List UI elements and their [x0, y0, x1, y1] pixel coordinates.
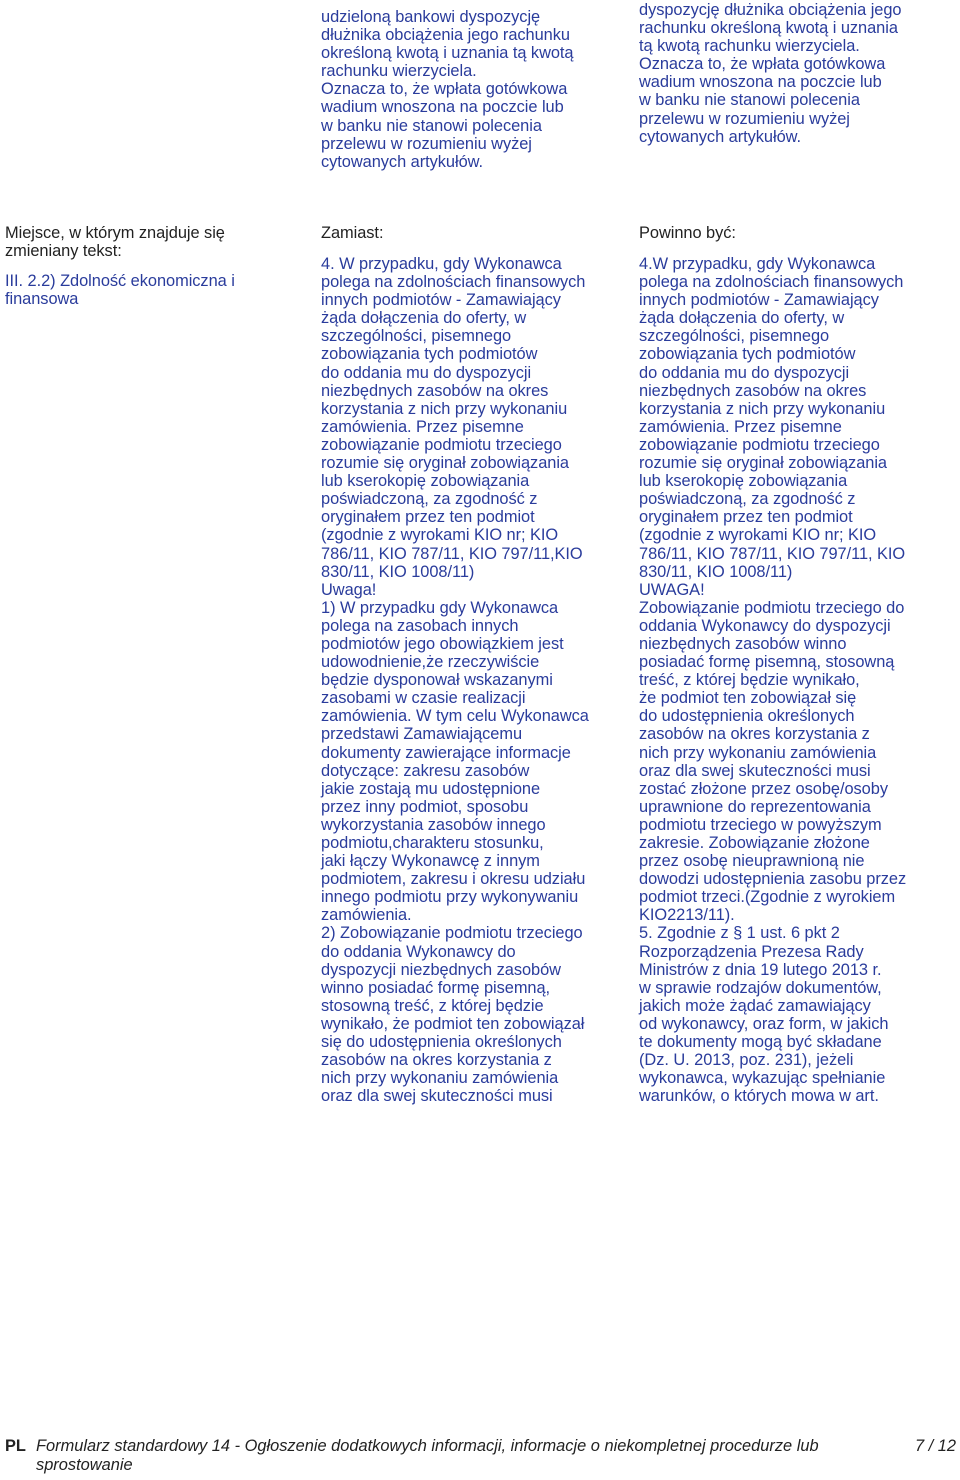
should-be-label: Powinno być: [639, 224, 736, 242]
previous-page-old-text-continuation: udzieloną bankowi dyspozycję dłużnika obciążenia jego rachunku określoną kwotą i uznania tą kwotą rachunku wierzyciela. Oznacza to, że wpłata gotówkowa wadium wnoszona na poczcie lub w banku nie stanowi polecenia przelewu w rozumieniu wyżej cytowanych artykułów. [321, 8, 574, 171]
instead-text: 4. W przypadku, gdy Wykonawca polega na zdolnościach finansowych innych podmiotów - Zamawiający żąda dołączenia do oferty, w szczególności, pisemnego zobowiązania tych podmiotów do oddania mu do dyspozycji niezbędnych zasobów na okres korzystania z nich przy wykonaniu zamówienia. Przez pisemne zobowiązanie podmiotu trzeciego rozumie się oryginał zobowiązania lub kserokopię zobowiązania poświadczoną, za zgodność z oryginałem przez ten podmiot (zgodnie z wyrokami KIO nr; KIO 786/11, KIO 787/11, KIO 797/11,KIO 830/11, KIO 1008/11) Uwaga! 1) W przypadku gdy Wykonawca polega na zasobach innych podmiotów jego obowiązkiem jest udowodnienie,że rzeczywiście będzie dysponował wskazanymi zasobami w czasie realizacji zamówienia. W tym celu Wykonawca przedstawi Zamawiającemu dokumenty zawierające informacje dotyczące: zakresu zasobów jakie zostają mu udostępnione przez inny podmiot, sposobu wykorzystania zasobów innego podmiotu,charakteru stosunku, jaki łączy Wykonawcę z innym podmiotem, zakresu i okresu udziału innego podmiotu przy wykonywaniu zamówienia. 2) Zobowiązanie podmiotu trzeciego do oddania Wykonawcy do dyspozycji niezbędnych zasobów winno posiadać formę pisemną, stosowną treść, z której będzie wynikało, że podmiot ten zobowiązał się do udostępnienia określonych zasobów na okres korzystania z nich przy wykonaniu zamówienia oraz dla swej skuteczności musi [321, 255, 589, 1106]
footer-language-code: PL [5, 1437, 26, 1455]
instead-label: Zamiast: [321, 224, 384, 242]
changed-text-location-label: Miejsce, w którym znajduje się zmieniany tekst: [5, 224, 225, 261]
footer-form-title: Formularz standardowy 14 - Ogłoszenie dodatkowych informacji, informacje o niekompletnej procedurze lub sprostowanie [36, 1437, 819, 1474]
should-be-text: 4.W przypadku, gdy Wykonawca polega na zdolnościach finansowych innych podmiotów - Zamawiający żąda dołączenia do oferty, w szczególności, pisemnego zobowiązania tych podmiotów do oddania mu do dyspozycji niezbędnych zasobów na okres korzystania z nich przy wykonaniu zamówienia. Przez pisemne zobowiązanie podmiotu trzeciego rozumie się oryginał zobowiązania lub kserokopię zobowiązania poświadczoną, za zgodność z oryginałem przez ten podmiot (zgodnie z wyrokami KIO nr; KIO 786/11, KIO 787/11, KIO 797/11, KIO 830/11, KIO 1008/11) UWAGA! Zobowiązanie podmiotu trzeciego do oddania Wykonawcy do dyspozycji niezbędnych zasobów winno posiadać formę pisemną, stosowną treść, z której będzie wynikało, że podmiot ten zobowiązał się do udostępnienia określonych zasobów na okres korzystania z nich przy wykonaniu zamówienia oraz dla swej skuteczności musi zostać złożone przez osobę/osoby uprawnione do reprezentowania podmiotu trzeciego w powyższym zakresie. Zobowiązanie złożone przez osobę nieuprawnioną nie dowodzi udostępnienia zasobu przez podmiot trzeci.(Zgodnie z wyrokiem KIO2213/11). 5. Zgodnie z § 1 ust. 6 pkt 2 Rozporządzenia Prezesa Rady Ministrów z dnia 19 lutego 2013 r. w sprawie rodzajów dokumentów, jakich może żądać zamawiający od wykonawcy, oraz form, w jakich te dokumenty mogą być składane (Dz. U. 2013, poz. 231), jeżeli wykonawca, wykazując spełnianie warunków, o których mowa w art. [639, 255, 907, 1106]
changed-text-location-value: III. 2.2) Zdolność ekonomiczna i finansowa [5, 272, 235, 309]
previous-page-new-text-continuation: dyspozycję dłużnika obciążenia jego rachunku określoną kwotą i uznania tą kwotą rachunku wierzyciela. Oznacza to, że wpłata gotówkowa wadium wnoszona na poczcie lub w banku nie stanowi polecenia przelewu w rozumieniu wyżej cytowanych artykułów. [639, 1, 902, 146]
footer-page-number: 7 / 12 [914, 1437, 956, 1455]
